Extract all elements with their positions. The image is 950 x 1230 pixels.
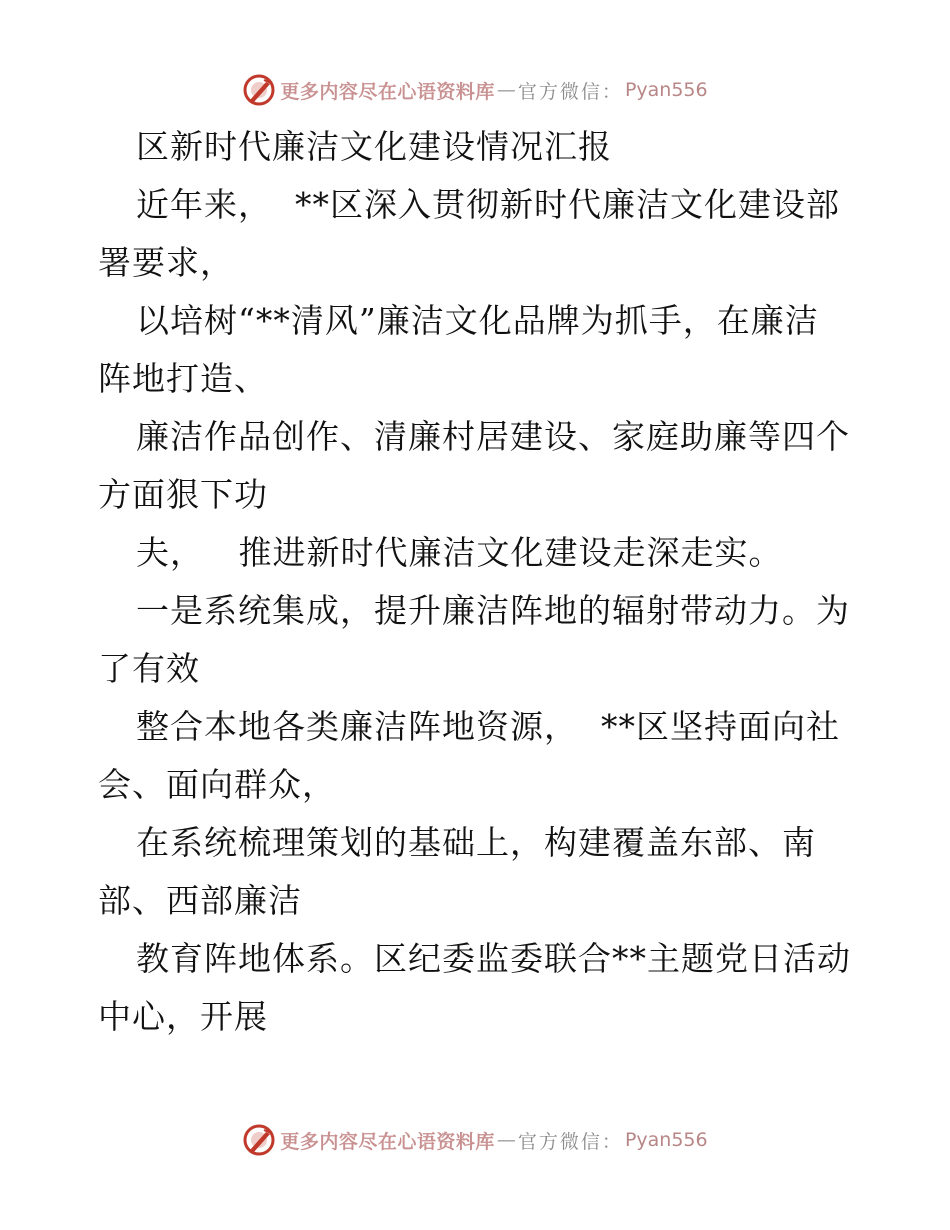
paragraph-line: 整合本地各类廉洁阵地资源， **区坚持面向社 bbox=[136, 707, 840, 746]
paragraph-line: 一是系统集成，提升廉洁阵地的辐射带动力。为 bbox=[136, 591, 850, 630]
watermark-brand: 更多内容尽在心语资料库 bbox=[280, 1130, 495, 1153]
paragraph-line: 近年来， **区深入贯彻新时代廉洁文化建设部 bbox=[136, 185, 840, 224]
document-title: 区新时代廉洁文化建设情况汇报 bbox=[136, 127, 612, 166]
paragraph-line: 在系统梳理策划的基础上，构建覆盖东部、南 bbox=[136, 823, 816, 862]
watermark-logo-icon bbox=[242, 73, 276, 107]
paragraph-line: 部、西部廉洁 bbox=[98, 881, 302, 920]
paragraph-line: 了有效 bbox=[98, 649, 200, 688]
watermark-wechat-id: Pyan556 bbox=[624, 79, 708, 101]
paragraph-line: 以培树“**清风”廉洁文化品牌为抓手，在廉洁 bbox=[136, 301, 819, 340]
document-body bbox=[98, 118, 858, 1046]
paragraph-line: 教育阵地体系。区纪委监委联合**主题党日活动 bbox=[136, 939, 851, 978]
paragraph-line: 署要求， bbox=[98, 243, 234, 282]
watermark-official-label: 官方微信： bbox=[517, 80, 623, 103]
watermark-logo-icon bbox=[242, 1123, 276, 1157]
paragraph-line: 廉洁作品创作、清廉村居建设、家庭助廉等四个 bbox=[136, 417, 850, 456]
paragraph-line: 夫， 推进新时代廉洁文化建设走深走实。 bbox=[136, 533, 783, 572]
header-watermark bbox=[0, 72, 950, 108]
watermark-separator: — bbox=[496, 79, 516, 101]
footer-watermark bbox=[0, 1122, 950, 1158]
watermark-brand: 更多内容尽在心语资料库 bbox=[280, 80, 495, 103]
paragraph-line: 阵地打造、 bbox=[98, 359, 268, 398]
watermark-wechat-id: Pyan556 bbox=[624, 1129, 708, 1151]
paragraph-line: 方面狠下功 bbox=[98, 475, 268, 514]
paragraph-line: 会、面向群众， bbox=[98, 765, 336, 804]
watermark-separator: — bbox=[496, 1129, 516, 1151]
watermark-official-label: 官方微信： bbox=[517, 1130, 623, 1153]
paragraph-line: 中心，开展 bbox=[98, 997, 268, 1036]
